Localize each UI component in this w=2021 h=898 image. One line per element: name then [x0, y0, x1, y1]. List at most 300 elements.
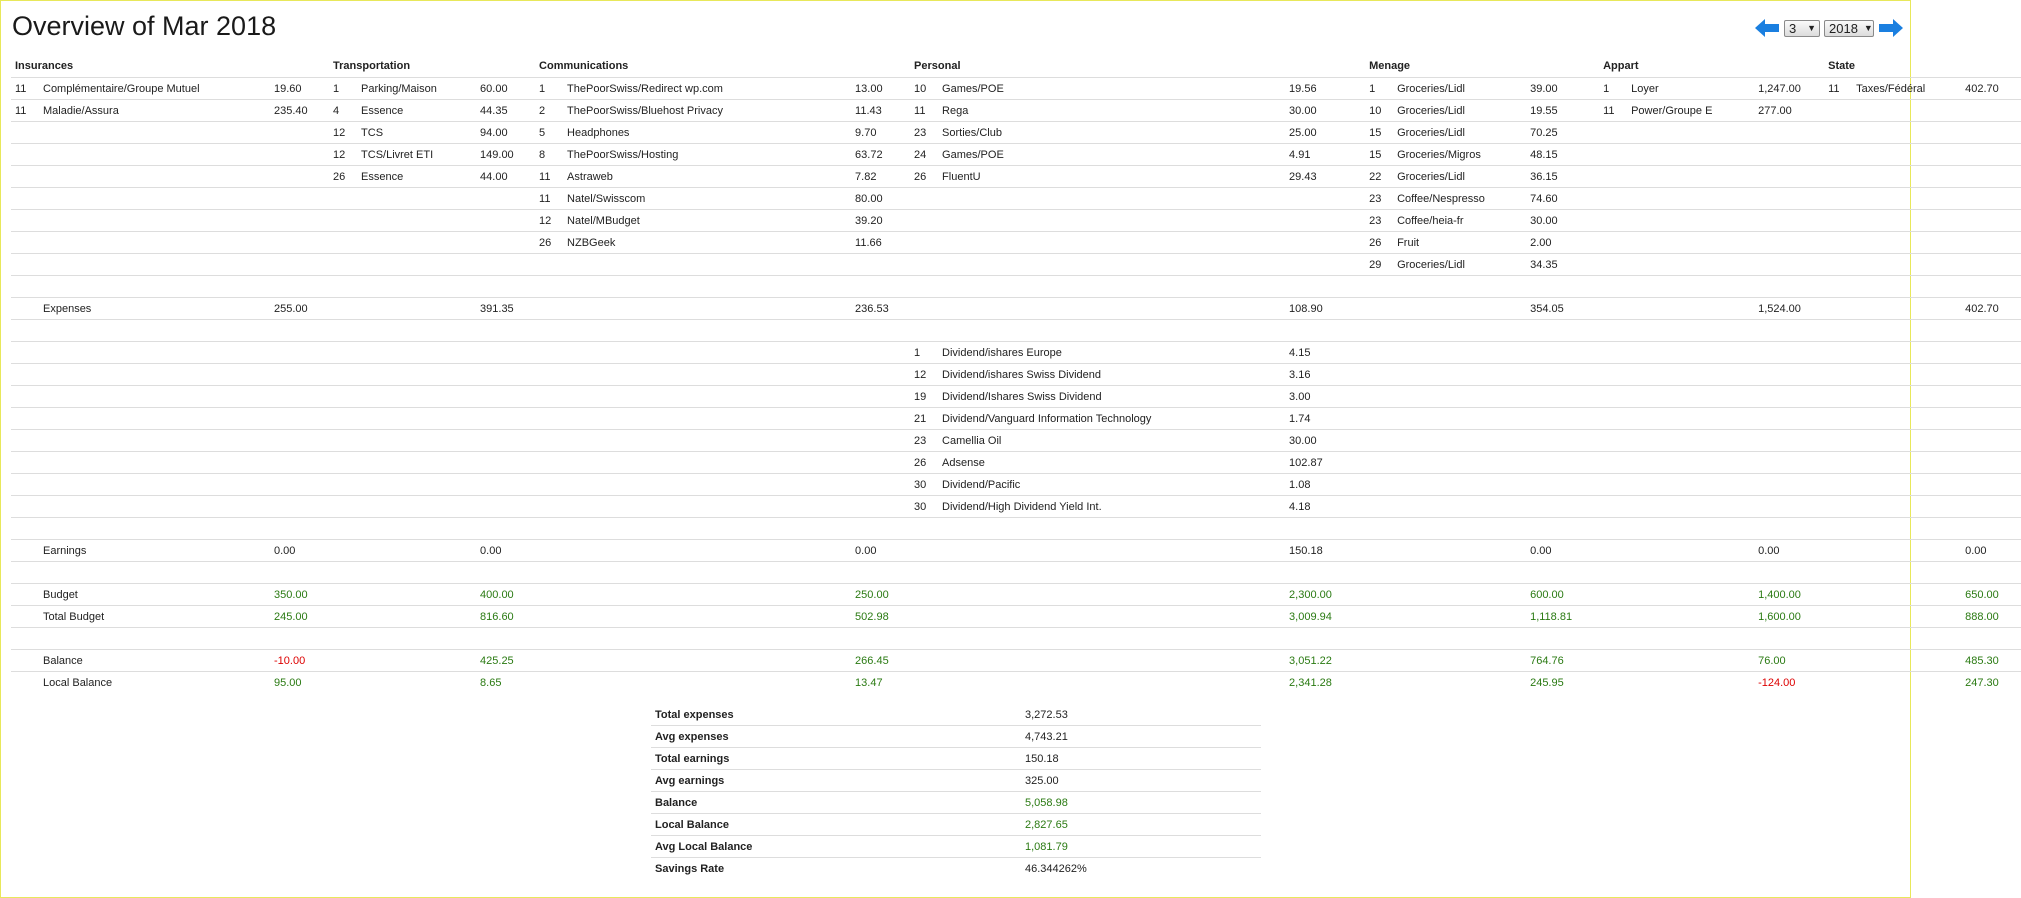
entry-amount	[270, 144, 329, 166]
entry-description	[39, 122, 270, 144]
entry-day: 11	[11, 100, 39, 122]
entry-description: Coffee/Nespresso	[1393, 188, 1526, 210]
column-header-appart: Appart	[1603, 60, 1639, 72]
entry-description	[357, 408, 476, 430]
entry-amount: 9.70	[851, 122, 910, 144]
entry-day	[329, 254, 357, 276]
month-select[interactable]	[1784, 20, 1820, 37]
empty-cell	[11, 606, 39, 628]
entry-amount	[851, 408, 910, 430]
empty-cell	[1824, 518, 1852, 540]
entry-amount	[476, 474, 535, 496]
local-balance-row-label: Local Balance	[39, 672, 270, 694]
summary-value: 2,827.65	[1021, 814, 1261, 836]
empty-cell	[1365, 540, 1393, 562]
empty-cell	[938, 628, 1285, 650]
entry-amount	[1526, 430, 1599, 452]
summary-row	[651, 748, 1261, 770]
empty-cell	[476, 276, 535, 298]
entry-description	[1627, 430, 1754, 452]
empty-cell	[1365, 628, 1393, 650]
entry-amount	[1961, 430, 2021, 452]
entry-amount	[270, 408, 329, 430]
earnings-total-row-value: 0.00	[476, 540, 535, 562]
empty-cell	[270, 518, 329, 540]
entry-amount	[851, 430, 910, 452]
expenses-total-row-value: 1,524.00	[1754, 298, 1824, 320]
empty-cell	[1754, 518, 1824, 540]
entry-description	[1393, 386, 1526, 408]
entry-amount	[851, 364, 910, 386]
entry-amount: 1.08	[1285, 474, 1365, 496]
empty-cell	[11, 650, 39, 672]
entry-description: Groceries/Lidl	[1393, 122, 1526, 144]
empty-cell	[1599, 540, 1627, 562]
empty-cell	[1599, 298, 1627, 320]
entry-amount: 48.15	[1526, 144, 1599, 166]
entry-description: Astraweb	[563, 166, 851, 188]
earnings-row	[11, 342, 2021, 364]
entry-amount	[476, 210, 535, 232]
empty-cell	[851, 276, 910, 298]
entry-description: Dividend/ishares Europe	[938, 342, 1285, 364]
entry-amount	[1754, 122, 1824, 144]
empty-cell	[938, 672, 1285, 694]
entry-description	[39, 342, 270, 364]
entry-day: 5	[535, 122, 563, 144]
entry-amount	[270, 122, 329, 144]
entry-amount	[270, 474, 329, 496]
entry-day	[329, 210, 357, 232]
entry-description	[1852, 122, 1961, 144]
entry-amount	[476, 364, 535, 386]
expenses-row	[11, 100, 2021, 122]
entry-day: 26	[535, 232, 563, 254]
chevron-down-icon: ▼	[1807, 23, 1816, 33]
entry-amount	[1961, 386, 2021, 408]
empty-cell	[1599, 584, 1627, 606]
entry-day	[1599, 408, 1627, 430]
expenses-row	[11, 122, 2021, 144]
entry-description	[1852, 408, 1961, 430]
empty-cell	[270, 276, 329, 298]
entry-description	[1852, 166, 1961, 188]
entry-amount: 29.43	[1285, 166, 1365, 188]
entry-day	[329, 342, 357, 364]
entry-description	[1393, 474, 1526, 496]
entry-amount: 30.00	[1526, 210, 1599, 232]
empty-cell	[938, 584, 1285, 606]
empty-cell	[11, 628, 39, 650]
empty-cell	[1365, 584, 1393, 606]
entry-amount	[1285, 210, 1365, 232]
entry-description	[563, 408, 851, 430]
entry-description	[1852, 364, 1961, 386]
empty-cell	[563, 562, 851, 584]
empty-cell	[1526, 562, 1599, 584]
empty-cell	[563, 276, 851, 298]
entry-day	[1599, 496, 1627, 518]
empty-cell	[329, 650, 357, 672]
empty-cell	[938, 276, 1285, 298]
entry-description	[1627, 364, 1754, 386]
earnings-total-row-value: 150.18	[1285, 540, 1365, 562]
entry-description: Dividend/ishares Swiss Dividend	[938, 364, 1285, 386]
entry-description: Groceries/Lidl	[1393, 254, 1526, 276]
empty-cell	[938, 650, 1285, 672]
entry-day: 21	[910, 408, 938, 430]
spacer-row	[11, 518, 2021, 540]
empty-cell	[1526, 628, 1599, 650]
budget-row-value: 350.00	[270, 584, 329, 606]
empty-cell	[1365, 672, 1393, 694]
empty-cell	[1599, 562, 1627, 584]
empty-cell	[1393, 584, 1526, 606]
entry-day: 24	[910, 144, 938, 166]
entry-amount	[1961, 474, 2021, 496]
entry-description	[39, 452, 270, 474]
empty-cell	[910, 298, 938, 320]
local-balance-row-value: 95.00	[270, 672, 329, 694]
entry-day	[11, 430, 39, 452]
total-budget-row-value: 1,600.00	[1754, 606, 1824, 628]
entry-amount	[1754, 496, 1824, 518]
empty-cell	[1852, 276, 1961, 298]
entry-day	[1599, 254, 1627, 276]
empty-cell	[1824, 606, 1852, 628]
empty-cell	[535, 650, 563, 672]
local-balance-row-value: 13.47	[851, 672, 910, 694]
summary-label: Total earnings	[651, 748, 1021, 770]
entry-day	[1824, 496, 1852, 518]
entry-amount: 39.20	[851, 210, 910, 232]
empty-cell	[1824, 298, 1852, 320]
entry-description	[1393, 408, 1526, 430]
empty-cell	[1627, 320, 1754, 342]
entry-description	[1627, 210, 1754, 232]
entry-description	[1627, 166, 1754, 188]
budget-row-value: 650.00	[1961, 584, 2021, 606]
entry-description: Coffee/heia-fr	[1393, 210, 1526, 232]
entry-description	[357, 188, 476, 210]
empty-cell	[1393, 518, 1526, 540]
entry-day: 1	[535, 78, 563, 100]
entry-day	[1365, 364, 1393, 386]
budget-row-value: 250.00	[851, 584, 910, 606]
empty-cell	[1599, 276, 1627, 298]
entry-day	[535, 430, 563, 452]
empty-cell	[357, 650, 476, 672]
expenses-row	[11, 166, 2021, 188]
summary-value: 150.18	[1021, 748, 1261, 770]
entry-day	[11, 386, 39, 408]
empty-cell	[11, 298, 39, 320]
entry-amount: 19.56	[1285, 78, 1365, 100]
entry-description	[1852, 474, 1961, 496]
empty-cell	[329, 672, 357, 694]
entry-description: Dividend/Pacific	[938, 474, 1285, 496]
empty-cell	[938, 606, 1285, 628]
entry-day	[535, 452, 563, 474]
empty-cell	[1754, 562, 1824, 584]
entry-amount: 3.00	[1285, 386, 1365, 408]
summary-row	[651, 792, 1261, 814]
earnings-row	[11, 496, 2021, 518]
empty-cell	[11, 518, 39, 540]
empty-cell	[1393, 320, 1526, 342]
local-balance-row-value: 247.30	[1961, 672, 2021, 694]
empty-cell	[1754, 320, 1824, 342]
empty-cell	[476, 518, 535, 540]
empty-cell	[1824, 628, 1852, 650]
empty-cell	[535, 276, 563, 298]
balance-row-value: 485.30	[1961, 650, 2021, 672]
entry-day	[1599, 166, 1627, 188]
empty-cell	[476, 628, 535, 650]
entry-description	[1852, 232, 1961, 254]
empty-cell	[1393, 276, 1526, 298]
entry-day	[1824, 430, 1852, 452]
entry-description: Games/POE	[938, 78, 1285, 100]
entry-day: 11	[11, 78, 39, 100]
expenses-total-row	[11, 298, 2021, 320]
entry-day	[1599, 430, 1627, 452]
empty-cell	[1852, 606, 1961, 628]
entry-description	[1852, 430, 1961, 452]
balance-row	[11, 650, 2021, 672]
empty-cell	[1393, 298, 1526, 320]
empty-cell	[1824, 650, 1852, 672]
entry-amount	[1961, 254, 2021, 276]
entry-description: Sorties/Club	[938, 122, 1285, 144]
empty-cell	[1599, 650, 1627, 672]
entry-amount: 44.00	[476, 166, 535, 188]
entry-description	[938, 188, 1285, 210]
entry-amount	[1526, 496, 1599, 518]
empty-cell	[329, 628, 357, 650]
entry-description	[1627, 232, 1754, 254]
entry-description	[938, 232, 1285, 254]
earnings-total-row-value: 0.00	[851, 540, 910, 562]
entry-day	[910, 232, 938, 254]
entry-description	[1627, 408, 1754, 430]
empty-cell	[851, 628, 910, 650]
entry-day: 1	[1365, 78, 1393, 100]
empty-cell	[329, 562, 357, 584]
entry-description	[1627, 452, 1754, 474]
summary-row	[651, 814, 1261, 836]
expenses-total-row-value: 391.35	[476, 298, 535, 320]
empty-cell	[357, 672, 476, 694]
entry-description	[1852, 254, 1961, 276]
empty-cell	[1824, 276, 1852, 298]
entry-description	[1852, 496, 1961, 518]
year-select[interactable]	[1824, 20, 1874, 37]
earnings-total-row	[11, 540, 2021, 562]
empty-cell	[357, 628, 476, 650]
entry-amount	[270, 452, 329, 474]
empty-cell	[535, 298, 563, 320]
entry-description	[357, 474, 476, 496]
earnings-total-row-value: 0.00	[1526, 540, 1599, 562]
entry-amount: 11.66	[851, 232, 910, 254]
entry-description: TCS	[357, 122, 476, 144]
empty-cell	[1365, 298, 1393, 320]
entry-description: Dividend/High Dividend Yield Int.	[938, 496, 1285, 518]
empty-cell	[1599, 320, 1627, 342]
empty-cell	[270, 562, 329, 584]
empty-cell	[938, 320, 1285, 342]
empty-cell	[910, 606, 938, 628]
entry-day	[1599, 474, 1627, 496]
entry-day	[1824, 144, 1852, 166]
entry-amount	[476, 496, 535, 518]
entry-description: Taxes/Fédéral	[1852, 78, 1961, 100]
empty-cell	[39, 628, 270, 650]
entry-amount	[1754, 408, 1824, 430]
empty-cell	[1824, 672, 1852, 694]
entry-amount: 149.00	[476, 144, 535, 166]
balance-row-value: -10.00	[270, 650, 329, 672]
entry-amount	[476, 342, 535, 364]
empty-cell	[535, 562, 563, 584]
entry-day	[11, 210, 39, 232]
entry-day	[329, 496, 357, 518]
entry-amount	[1754, 232, 1824, 254]
entry-amount	[1754, 144, 1824, 166]
empty-cell	[1627, 628, 1754, 650]
empty-cell	[1599, 672, 1627, 694]
entry-amount: 1,247.00	[1754, 78, 1824, 100]
empty-cell	[1599, 606, 1627, 628]
page-title: Overview of Mar 2018	[12, 11, 277, 41]
summary-value: 325.00	[1021, 770, 1261, 792]
entry-amount: 19.60	[270, 78, 329, 100]
empty-cell	[938, 562, 1285, 584]
entry-day: 26	[1365, 232, 1393, 254]
entry-description	[563, 342, 851, 364]
entry-amount: 30.00	[1285, 100, 1365, 122]
empty-cell	[1627, 298, 1754, 320]
entry-amount	[476, 386, 535, 408]
summary-value: 3,272.53	[1025, 708, 1068, 721]
entry-description: Games/POE	[938, 144, 1285, 166]
entry-description: Groceries/Lidl	[1393, 78, 1526, 100]
entry-amount	[1961, 122, 2021, 144]
entry-amount: 25.00	[1285, 122, 1365, 144]
empty-cell	[1285, 628, 1365, 650]
entry-amount: 4.91	[1285, 144, 1365, 166]
entry-day	[1599, 122, 1627, 144]
empty-cell	[1852, 650, 1961, 672]
empty-cell	[563, 540, 851, 562]
entry-amount: 36.15	[1526, 166, 1599, 188]
entry-day	[329, 474, 357, 496]
entry-amount: 19.55	[1526, 100, 1599, 122]
balance-row-value: 764.76	[1526, 650, 1599, 672]
entry-day	[1824, 100, 1852, 122]
entry-amount: 4.15	[1285, 342, 1365, 364]
entry-description	[1852, 452, 1961, 474]
entry-amount	[851, 496, 910, 518]
empty-cell	[11, 276, 39, 298]
entry-description: Adsense	[938, 452, 1285, 474]
entry-description	[1852, 188, 1961, 210]
entry-description	[1852, 144, 1961, 166]
entry-description	[938, 254, 1285, 276]
entry-description	[563, 474, 851, 496]
entry-description: Groceries/Migros	[1393, 144, 1526, 166]
empty-cell	[535, 320, 563, 342]
empty-cell	[563, 584, 851, 606]
earnings-row	[11, 386, 2021, 408]
entry-day	[1824, 166, 1852, 188]
entry-amount: 30.00	[1285, 430, 1365, 452]
entry-description	[563, 496, 851, 518]
entry-amount: 13.00	[851, 78, 910, 100]
empty-cell	[910, 650, 938, 672]
arrow-right-icon[interactable]	[1878, 18, 1904, 38]
page	[1, 1, 1999, 897]
entry-amount: 80.00	[851, 188, 910, 210]
entry-amount: 63.72	[851, 144, 910, 166]
entry-day: 15	[1365, 122, 1393, 144]
entry-amount	[1961, 166, 2021, 188]
empty-cell	[1961, 628, 2021, 650]
summary-label: Local Balance	[651, 814, 1021, 836]
entry-amount	[270, 364, 329, 386]
arrow-left-icon[interactable]	[1754, 18, 1780, 38]
entry-description	[1627, 144, 1754, 166]
budget-row	[11, 584, 2021, 606]
entry-day	[11, 188, 39, 210]
entry-amount	[851, 452, 910, 474]
entry-description: Groceries/Lidl	[1393, 166, 1526, 188]
entry-amount	[270, 430, 329, 452]
empty-cell	[1852, 298, 1961, 320]
entry-amount: 1.74	[1285, 408, 1365, 430]
total-budget-row	[11, 606, 2021, 628]
expenses-row	[11, 210, 2021, 232]
entry-amount	[1754, 364, 1824, 386]
entry-amount: 102.87	[1285, 452, 1365, 474]
empty-cell	[563, 518, 851, 540]
column-header-personal: Personal	[914, 60, 961, 72]
entry-description	[39, 430, 270, 452]
earnings-total-row-label: Earnings	[39, 540, 270, 562]
earnings-total-row-value: 0.00	[270, 540, 329, 562]
entry-description	[357, 210, 476, 232]
summary-value: 1,081.79	[1021, 836, 1261, 858]
empty-cell	[11, 320, 39, 342]
entry-amount	[1754, 188, 1824, 210]
empty-cell	[851, 562, 910, 584]
empty-cell	[357, 584, 476, 606]
summary-row	[651, 704, 1261, 726]
empty-cell	[329, 298, 357, 320]
entry-day	[535, 364, 563, 386]
empty-cell	[910, 562, 938, 584]
entry-amount	[476, 188, 535, 210]
entry-amount	[1961, 210, 2021, 232]
summary-label: Avg Local Balance	[651, 836, 1021, 858]
entry-description: Maladie/Assura	[39, 100, 270, 122]
entry-day	[1599, 342, 1627, 364]
entry-day: 23	[1365, 188, 1393, 210]
empty-cell	[476, 320, 535, 342]
entry-day	[1824, 232, 1852, 254]
empty-cell	[357, 276, 476, 298]
